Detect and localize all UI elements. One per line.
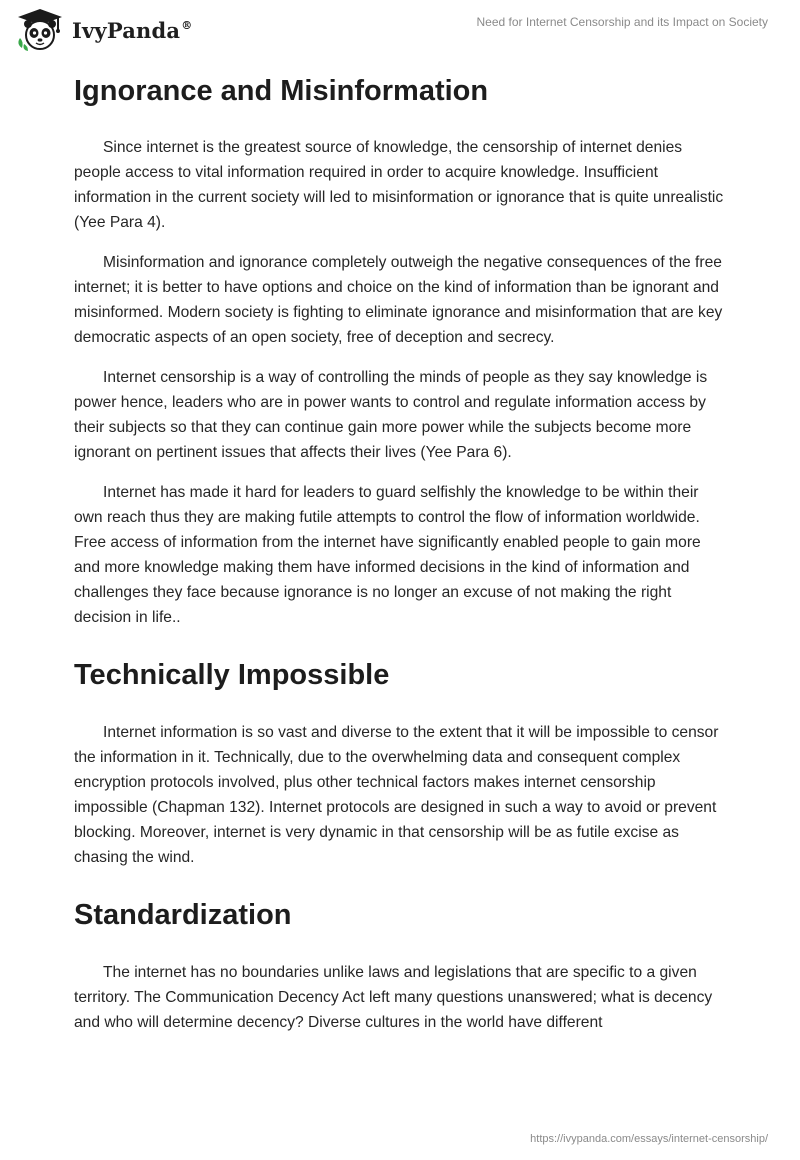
section-heading: Technically Impossible bbox=[74, 659, 390, 691]
paragraph: The internet has no boundaries unlike laws and legislations that are specific to a given territory. The Communication Decency Act left many questions unanswered; what is decency and who will determine decency? Diverse cultures in the world have different bbox=[74, 964, 713, 1031]
section-heading: Ignorance and Misinformation bbox=[74, 75, 489, 107]
paragraph: Internet information is so vast and diverse to the extent that it will be impossible to censor the information in it. Technically, due to the overwhelming data and consequent complex encryption protocols involved, plus other technical factors makes internet censorship impossible (Chapman 132). Internet protocols are designed in such a way to avoid or prevent blocking. Moreover, internet is very dynamic in that censorship will be as futile excise as chasing the wind. bbox=[74, 724, 719, 866]
ivypanda-logo[interactable] bbox=[14, 8, 192, 52]
essay-body bbox=[74, 72, 728, 1050]
document-title: Need for Internet Censorship and its Impact on Society bbox=[476, 15, 768, 29]
source-url[interactable]: https://ivypanda.com/essays/internet-censorship/ bbox=[530, 1133, 768, 1145]
paragraph: Misinformation and ignorance completely outweigh the negative consequences of the free internet; it is better to have options and choice on the kind of information than be ignorant and misinformed. Modern society is fighting to eliminate ignorance and misinformation that are key democratic aspects of an open society, free of deception and secrecy. bbox=[74, 254, 723, 346]
paragraph: Since internet is the greatest source of knowledge, the censorship of internet denies people access to vital information required in order to acquire knowledge. Insufficient information in the current society will led to misinformation or ignorance that is quite unrealistic (Yee Para 4). bbox=[74, 139, 724, 231]
brand-name: IvyPanda® bbox=[72, 17, 193, 43]
panda-graduate-icon bbox=[14, 8, 66, 52]
section-heading: Standardization bbox=[74, 899, 292, 931]
paragraph: Internet has made it hard for leaders to guard selfishly the knowledge to be within their own reach thus they are making futile attempts to control the flow of information worldwide. Free access of information from the internet have significantly enabled people to gain more and more knowledge making them have informed decisions in the kind of information and challenges they face because ignorance is no longer an excuse of not making the right decision in life.. bbox=[74, 484, 701, 626]
page-header bbox=[0, 0, 800, 62]
paragraph: Internet censorship is a way of controlling the minds of people as they say knowledge is power hence, leaders who are in power wants to control and regulate information access by their subjects so that they can continue gain more power while the subjects become more ignorant on pertinent issues that affects their lives (Yee Para 6). bbox=[74, 369, 708, 461]
